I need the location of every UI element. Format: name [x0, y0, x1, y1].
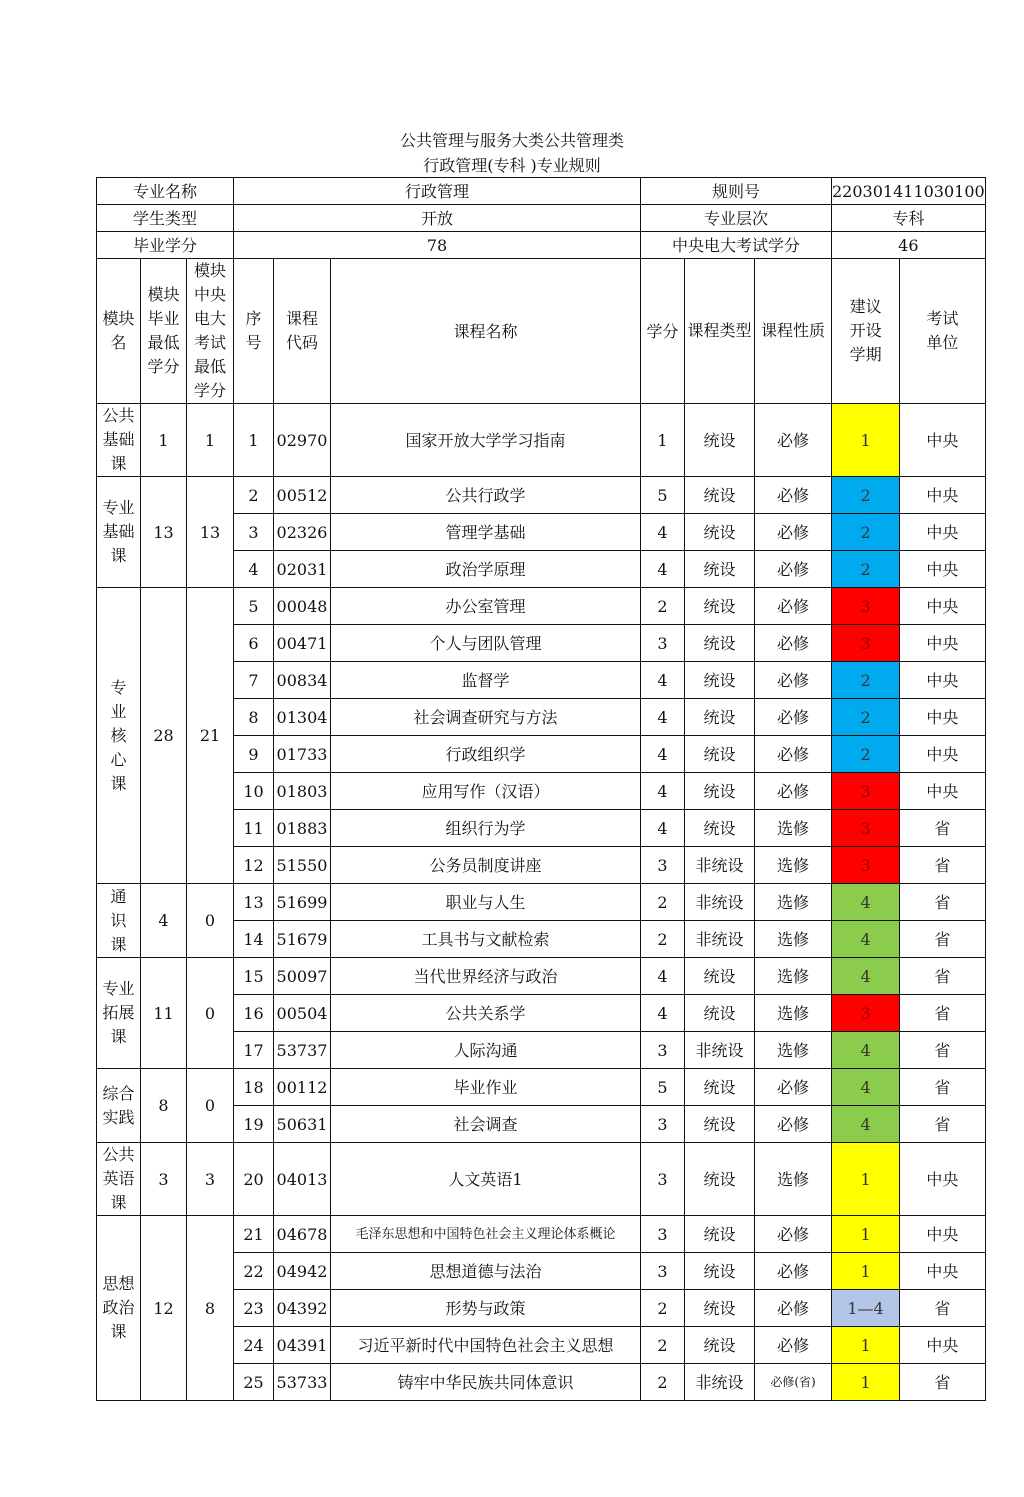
major-value: 行政管理 [234, 178, 641, 205]
course-seq: 7 [234, 662, 274, 699]
course-term: 4 [832, 921, 900, 958]
course-code: 00834 [274, 662, 331, 699]
module-min-credit: 3 [141, 1143, 187, 1216]
course-exam-unit: 中央 [900, 1253, 986, 1290]
course-exam-unit: 中央 [900, 625, 986, 662]
course-name: 个人与团队管理 [331, 625, 641, 662]
course-nature: 选修 [755, 995, 832, 1032]
course-seq: 1 [234, 404, 274, 477]
course-credit: 5 [641, 1069, 685, 1106]
course-row [97, 588, 986, 625]
course-nature: 必修 [755, 736, 832, 773]
course-name: 办公室管理 [331, 588, 641, 625]
course-name: 形势与政策 [331, 1290, 641, 1327]
course-exam-unit: 中央 [900, 1143, 986, 1216]
module-min-credit: 28 [141, 588, 187, 884]
course-exam-unit: 中央 [900, 1216, 986, 1253]
module-name: 专业核心课 [97, 588, 141, 884]
course-code: 00112 [274, 1069, 331, 1106]
course-term: 3 [832, 995, 900, 1032]
info-row-credits [97, 232, 986, 259]
course-term: 1 [832, 1364, 900, 1401]
course-seq: 11 [234, 810, 274, 847]
course-term: 4 [832, 1069, 900, 1106]
course-seq: 13 [234, 884, 274, 921]
course-exam-unit: 中央 [900, 514, 986, 551]
course-credit: 4 [641, 551, 685, 588]
module-min-credit: 8 [141, 1069, 187, 1143]
course-name: 公共行政学 [331, 477, 641, 514]
course-seq: 22 [234, 1253, 274, 1290]
course-credit: 4 [641, 810, 685, 847]
course-type: 统设 [685, 1069, 755, 1106]
course-credit: 3 [641, 1106, 685, 1143]
exam-credit-value: 46 [832, 232, 986, 259]
course-exam-unit: 省 [900, 847, 986, 884]
course-row [97, 1069, 986, 1106]
course-nature: 必修 [755, 625, 832, 662]
course-term: 2 [832, 736, 900, 773]
course-nature: 必修 [755, 1216, 832, 1253]
course-code: 02970 [274, 404, 331, 477]
course-type: 非统设 [685, 921, 755, 958]
header-module-exam-min: 模块中央电大考试最低学分 [187, 259, 234, 404]
course-nature: 必修 [755, 1069, 832, 1106]
course-seq: 24 [234, 1327, 274, 1364]
course-name: 铸牢中华民族共同体意识 [331, 1364, 641, 1401]
course-type: 统设 [685, 1216, 755, 1253]
course-exam-unit: 中央 [900, 736, 986, 773]
course-term: 4 [832, 1106, 900, 1143]
header-seq: 序号 [234, 259, 274, 404]
course-name: 政治学原理 [331, 551, 641, 588]
course-seq: 15 [234, 958, 274, 995]
major-label: 专业名称 [97, 178, 234, 205]
course-credit: 3 [641, 1143, 685, 1216]
module-name: 专业基础课 [97, 477, 141, 588]
course-nature: 必修 [755, 662, 832, 699]
student-type-value: 开放 [234, 205, 641, 232]
course-code: 04013 [274, 1143, 331, 1216]
header-type: 课程类型 [685, 259, 755, 404]
course-term: 4 [832, 884, 900, 921]
level-value: 专科 [832, 205, 986, 232]
course-credit: 2 [641, 1364, 685, 1401]
course-credit: 2 [641, 1290, 685, 1327]
course-term: 1 [832, 1327, 900, 1364]
course-credit: 4 [641, 736, 685, 773]
course-term: 4 [832, 1032, 900, 1069]
course-term: 2 [832, 551, 900, 588]
rule-table [96, 177, 986, 1401]
grad-credit-label: 毕业学分 [97, 232, 234, 259]
course-code: 01733 [274, 736, 331, 773]
level-label: 专业层次 [641, 205, 832, 232]
student-type-label: 学生类型 [97, 205, 234, 232]
course-seq: 12 [234, 847, 274, 884]
course-row [97, 477, 986, 514]
course-nature: 选修 [755, 884, 832, 921]
course-name: 工具书与文献检索 [331, 921, 641, 958]
course-seq: 5 [234, 588, 274, 625]
course-type: 统设 [685, 699, 755, 736]
course-code: 01803 [274, 773, 331, 810]
course-nature: 选修 [755, 810, 832, 847]
course-name: 毛泽东思想和中国特色社会主义理论体系概论 [331, 1216, 641, 1253]
course-code: 02326 [274, 514, 331, 551]
header-module: 模块名 [97, 259, 141, 404]
course-code: 02031 [274, 551, 331, 588]
course-credit: 3 [641, 625, 685, 662]
course-code: 01883 [274, 810, 331, 847]
course-row [97, 958, 986, 995]
course-row [97, 1216, 986, 1253]
course-name: 职业与人生 [331, 884, 641, 921]
course-credit: 5 [641, 477, 685, 514]
course-exam-unit: 省 [900, 958, 986, 995]
course-code: 04392 [274, 1290, 331, 1327]
course-type: 统设 [685, 1290, 755, 1327]
header-code: 课程代码 [274, 259, 331, 404]
course-name: 组织行为学 [331, 810, 641, 847]
course-seq: 10 [234, 773, 274, 810]
course-credit: 2 [641, 884, 685, 921]
header-nature: 课程性质 [755, 259, 832, 404]
rule-label: 规则号 [641, 178, 832, 205]
course-term: 1 [832, 1143, 900, 1216]
course-name: 行政组织学 [331, 736, 641, 773]
course-name: 当代世界经济与政治 [331, 958, 641, 995]
course-term: 3 [832, 810, 900, 847]
module-name: 公共基础课 [97, 404, 141, 477]
course-nature: 必修(省) [755, 1364, 832, 1401]
course-credit: 3 [641, 847, 685, 884]
course-row [97, 884, 986, 921]
rule-value: 220301411030100 [832, 178, 986, 205]
course-exam-unit: 省 [900, 1032, 986, 1069]
header-module-min: 模块毕业最低学分 [141, 259, 187, 404]
course-type: 统设 [685, 477, 755, 514]
course-term: 3 [832, 588, 900, 625]
course-term: 1 [832, 1216, 900, 1253]
module-exam-min-credit: 21 [187, 588, 234, 884]
course-code: 51550 [274, 847, 331, 884]
course-type: 统设 [685, 958, 755, 995]
course-term: 3 [832, 847, 900, 884]
course-term: 3 [832, 625, 900, 662]
course-term: 2 [832, 662, 900, 699]
course-nature: 必修 [755, 514, 832, 551]
course-nature: 必修 [755, 699, 832, 736]
course-nature: 必修 [755, 1290, 832, 1327]
info-row-student [97, 205, 986, 232]
course-credit: 4 [641, 514, 685, 551]
course-code: 00048 [274, 588, 331, 625]
course-nature: 必修 [755, 1253, 832, 1290]
header-credit: 学分 [641, 259, 685, 404]
course-code: 53733 [274, 1364, 331, 1401]
course-name: 人文英语1 [331, 1143, 641, 1216]
module-name: 通识课 [97, 884, 141, 958]
course-credit: 3 [641, 1216, 685, 1253]
course-type: 统设 [685, 404, 755, 477]
course-exam-unit: 省 [900, 1364, 986, 1401]
course-code: 00504 [274, 995, 331, 1032]
course-exam-unit: 中央 [900, 404, 986, 477]
course-name: 管理学基础 [331, 514, 641, 551]
module-min-credit: 1 [141, 404, 187, 477]
module-name: 思想政治课 [97, 1216, 141, 1401]
module-name: 专业拓展课 [97, 958, 141, 1069]
course-seq: 8 [234, 699, 274, 736]
course-type: 统设 [685, 1143, 755, 1216]
course-exam-unit: 省 [900, 1069, 986, 1106]
course-credit: 4 [641, 662, 685, 699]
course-type: 统设 [685, 588, 755, 625]
course-type: 统设 [685, 773, 755, 810]
course-term: 3 [832, 773, 900, 810]
course-type: 非统设 [685, 1032, 755, 1069]
course-type: 统设 [685, 736, 755, 773]
course-credit: 4 [641, 773, 685, 810]
header-term: 建议开设学期 [832, 259, 900, 404]
course-seq: 25 [234, 1364, 274, 1401]
course-type: 统设 [685, 514, 755, 551]
course-type: 统设 [685, 1106, 755, 1143]
module-min-credit: 13 [141, 477, 187, 588]
course-seq: 16 [234, 995, 274, 1032]
course-name: 监督学 [331, 662, 641, 699]
course-seq: 20 [234, 1143, 274, 1216]
course-type: 统设 [685, 551, 755, 588]
course-credit: 3 [641, 1032, 685, 1069]
course-exam-unit: 中央 [900, 1327, 986, 1364]
course-term: 1 [832, 1253, 900, 1290]
module-exam-min-credit: 1 [187, 404, 234, 477]
course-type: 统设 [685, 810, 755, 847]
course-exam-unit: 中央 [900, 551, 986, 588]
course-seq: 19 [234, 1106, 274, 1143]
course-credit: 2 [641, 588, 685, 625]
course-code: 04391 [274, 1327, 331, 1364]
course-nature: 选修 [755, 921, 832, 958]
course-term: 2 [832, 699, 900, 736]
course-exam-unit: 中央 [900, 477, 986, 514]
course-code: 00512 [274, 477, 331, 514]
module-name: 综合实践 [97, 1069, 141, 1143]
course-seq: 17 [234, 1032, 274, 1069]
course-type: 统设 [685, 662, 755, 699]
course-code: 50631 [274, 1106, 331, 1143]
course-term: 1—4 [832, 1290, 900, 1327]
module-exam-min-credit: 3 [187, 1143, 234, 1216]
module-exam-min-credit: 13 [187, 477, 234, 588]
course-name: 社会调查研究与方法 [331, 699, 641, 736]
course-name: 公务员制度讲座 [331, 847, 641, 884]
course-exam-unit: 中央 [900, 588, 986, 625]
course-seq: 4 [234, 551, 274, 588]
module-min-credit: 4 [141, 884, 187, 958]
course-exam-unit: 中央 [900, 662, 986, 699]
header-name: 课程名称 [331, 259, 641, 404]
module-name: 公共英语课 [97, 1143, 141, 1216]
course-seq: 14 [234, 921, 274, 958]
course-credit: 2 [641, 1327, 685, 1364]
course-code: 04942 [274, 1253, 331, 1290]
course-term: 2 [832, 477, 900, 514]
course-term: 2 [832, 514, 900, 551]
course-name: 人际沟通 [331, 1032, 641, 1069]
course-term: 4 [832, 958, 900, 995]
course-code: 04678 [274, 1216, 331, 1253]
module-exam-min-credit: 0 [187, 1069, 234, 1143]
course-code: 53737 [274, 1032, 331, 1069]
exam-credit-label: 中央电大考试学分 [641, 232, 832, 259]
course-credit: 4 [641, 958, 685, 995]
course-exam-unit: 省 [900, 1106, 986, 1143]
course-name: 毕业作业 [331, 1069, 641, 1106]
course-nature: 选修 [755, 847, 832, 884]
header-row [97, 259, 986, 404]
course-name: 社会调查 [331, 1106, 641, 1143]
course-type: 非统设 [685, 884, 755, 921]
course-row [97, 404, 986, 477]
course-type: 统设 [685, 625, 755, 662]
course-code: 51679 [274, 921, 331, 958]
course-nature: 选修 [755, 1143, 832, 1216]
course-nature: 必修 [755, 773, 832, 810]
module-exam-min-credit: 0 [187, 884, 234, 958]
course-credit: 2 [641, 921, 685, 958]
module-exam-min-credit: 0 [187, 958, 234, 1069]
course-seq: 23 [234, 1290, 274, 1327]
course-seq: 6 [234, 625, 274, 662]
course-code: 01304 [274, 699, 331, 736]
course-term: 1 [832, 404, 900, 477]
page-subtitle: 行政管理(专科 )专业规则 [423, 156, 601, 175]
course-seq: 9 [234, 736, 274, 773]
course-seq: 2 [234, 477, 274, 514]
course-type: 非统设 [685, 847, 755, 884]
module-min-credit: 11 [141, 958, 187, 1069]
course-row [97, 1143, 986, 1216]
module-exam-min-credit: 8 [187, 1216, 234, 1401]
info-row-major [97, 178, 986, 205]
course-exam-unit: 省 [900, 1290, 986, 1327]
course-credit: 4 [641, 995, 685, 1032]
grad-credit-value: 78 [234, 232, 641, 259]
course-name: 公共关系学 [331, 995, 641, 1032]
course-seq: 21 [234, 1216, 274, 1253]
course-exam-unit: 省 [900, 995, 986, 1032]
course-credit: 1 [641, 404, 685, 477]
course-name: 思想道德与法治 [331, 1253, 641, 1290]
course-name: 应用写作（汉语） [331, 773, 641, 810]
page-title: 公共管理与服务大类公共管理类 [399, 131, 624, 150]
course-nature: 必修 [755, 1327, 832, 1364]
course-nature: 必修 [755, 551, 832, 588]
course-credit: 4 [641, 699, 685, 736]
course-exam-unit: 省 [900, 884, 986, 921]
course-nature: 必修 [755, 588, 832, 625]
course-type: 统设 [685, 1253, 755, 1290]
course-code: 51699 [274, 884, 331, 921]
course-nature: 必修 [755, 404, 832, 477]
module-min-credit: 12 [141, 1216, 187, 1401]
course-code: 50097 [274, 958, 331, 995]
course-nature: 必修 [755, 477, 832, 514]
course-nature: 选修 [755, 1032, 832, 1069]
course-exam-unit: 省 [900, 810, 986, 847]
course-type: 统设 [685, 995, 755, 1032]
course-type: 非统设 [685, 1364, 755, 1401]
course-seq: 3 [234, 514, 274, 551]
course-name: 国家开放大学学习指南 [331, 404, 641, 477]
course-nature: 必修 [755, 1106, 832, 1143]
course-exam-unit: 中央 [900, 699, 986, 736]
course-exam-unit: 中央 [900, 773, 986, 810]
header-unit: 考试单位 [900, 259, 986, 404]
course-seq: 18 [234, 1069, 274, 1106]
course-credit: 3 [641, 1253, 685, 1290]
course-code: 00471 [274, 625, 331, 662]
course-name: 习近平新时代中国特色社会主义思想 [331, 1327, 641, 1364]
course-exam-unit: 省 [900, 921, 986, 958]
course-nature: 选修 [755, 958, 832, 995]
course-type: 统设 [685, 1327, 755, 1364]
